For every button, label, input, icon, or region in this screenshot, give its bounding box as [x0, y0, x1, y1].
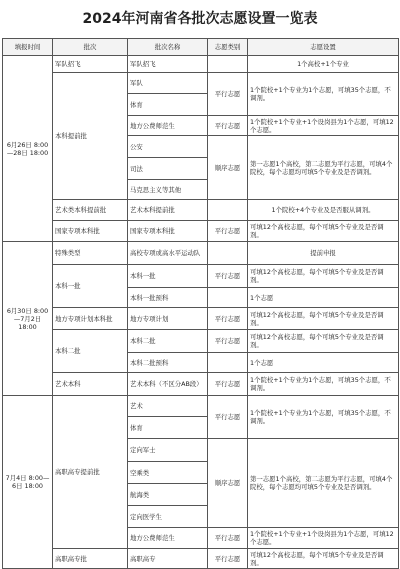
mode-cell: 平行志愿	[208, 116, 248, 136]
batch-name-cell: 空乘类	[128, 462, 208, 484]
settings-cell: 可填12个高校志愿，每个可填5个专业及是否调剂。	[248, 265, 399, 288]
mode-cell: 平行志愿	[208, 549, 248, 569]
settings-cell: 提前申报	[248, 242, 399, 265]
header-mode: 志愿类别	[208, 39, 248, 56]
batch-name-cell: 艺术	[128, 396, 208, 417]
mode-cell: 平行志愿	[208, 528, 248, 549]
mode-cell: 平行志愿	[208, 73, 248, 116]
mode-cell	[208, 242, 248, 265]
mode-cell	[208, 288, 248, 308]
settings-cell: 可填12个高校志愿，每个可填5个专业及是否调剂。	[248, 221, 399, 242]
mode-cell	[208, 353, 248, 373]
batch-cell: 高职高专提前批	[53, 396, 128, 549]
batch-name-cell: 本科一批预科	[128, 288, 208, 308]
group-time: 6月30日 8:00—7月2日 18:00	[3, 242, 53, 396]
batch-name-cell: 国家专项本科批	[128, 221, 208, 242]
settings-cell: 第一志愿1个高校，第二志愿为平行志愿，可填4个院校，每个志愿均可填5个专业及是否调剂。	[248, 439, 399, 528]
batch-name-cell: 航海类	[128, 484, 208, 506]
mode-cell: 顺序志愿	[208, 136, 248, 200]
table-row	[3, 330, 399, 353]
batch-cell: 艺术类本科提前批	[53, 200, 128, 221]
settings-cell: 1个高校+1个专业	[248, 56, 399, 73]
batch-name-cell: 体育	[128, 417, 208, 439]
table-row	[3, 308, 399, 330]
mode-cell	[208, 200, 248, 221]
settings-cell: 可填12个高校志愿，每个可填5个专业及是否调剂。	[248, 549, 399, 569]
settings-cell: 1个院校+1个专业+1个设岗县为1个志愿，可填12个志愿。	[248, 116, 399, 136]
batch-name-cell: 本科一批	[128, 265, 208, 288]
table-row	[3, 242, 399, 265]
settings-cell: 1个院校+4个专业及是否服从调剂。	[248, 200, 399, 221]
batch-cell: 本科提前批	[53, 73, 128, 200]
table-row	[3, 396, 399, 417]
batch-cell: 国家专项本科批	[53, 221, 128, 242]
settings-cell: 1个志愿	[248, 288, 399, 308]
mode-cell: 平行志愿	[208, 265, 248, 288]
mode-cell: 平行志愿	[208, 308, 248, 330]
batch-cell: 军队招飞	[53, 56, 128, 73]
table-row	[3, 373, 399, 396]
group-time: 7月4日 8:00—6日 18:00	[3, 396, 53, 569]
batch-name-cell: 地方公费师范生	[128, 528, 208, 549]
table-row	[3, 73, 399, 94]
batch-cell: 高职高专批	[53, 549, 128, 569]
batch-name-cell: 高职高专	[128, 549, 208, 569]
settings-cell: 1个志愿	[248, 353, 399, 373]
page-title: 2024年河南省各批次志愿设置一览表	[82, 11, 318, 27]
batch-name-cell: 本科二批预科	[128, 353, 208, 373]
table-row	[3, 200, 399, 221]
batch-name-cell: 定向军士	[128, 439, 208, 462]
batch-cell: 特殊类型	[53, 242, 128, 265]
header-time: 填报时间	[3, 39, 53, 56]
header-settings: 志愿设置	[248, 39, 399, 56]
batch-name-cell: 马克思主义等其他	[128, 180, 208, 200]
mode-cell: 顺序志愿	[208, 439, 248, 528]
mode-cell: 平行志愿	[208, 221, 248, 242]
batch-cell: 本科一批	[53, 265, 128, 308]
table-row	[3, 265, 399, 288]
batch-cell: 地方专项计划本科批	[53, 308, 128, 330]
header-batch: 批次	[53, 39, 128, 56]
batch-name-cell: 地方公费师范生	[128, 116, 208, 136]
batch-name-cell: 地方专项计划	[128, 308, 208, 330]
batch-name-cell: 高校专项或高水平运动队	[128, 242, 208, 265]
mode-cell	[208, 56, 248, 73]
batch-name-cell: 司法	[128, 158, 208, 180]
settings-cell: 1个院校+1个专业+1个设岗县为1个志愿，可填12个志愿。	[248, 528, 399, 549]
table-header-row	[3, 39, 399, 56]
settings-cell: 第一志愿1个高校，第二志愿为平行志愿，可填4个院校，每个志愿均可填5个专业及是否调剂。	[248, 136, 399, 200]
batch-name-cell: 公安	[128, 136, 208, 158]
table-row	[3, 221, 399, 242]
batch-name-cell: 艺术本科提前批	[128, 200, 208, 221]
settings-cell: 可填12个高校志愿，每个可填5个专业及是否调剂。	[248, 330, 399, 353]
settings-cell: 可填12个高校志愿，每个可填5个专业及是否调剂。	[248, 308, 399, 330]
mode-cell: 平行志愿	[208, 373, 248, 396]
batch-cell: 本科二批	[53, 330, 128, 373]
batch-name-cell: 艺术本科（不区分AB段）	[128, 373, 208, 396]
batch-name-cell: 军队招飞	[128, 56, 208, 73]
mode-cell: 平行志愿	[208, 396, 248, 439]
table-row	[3, 549, 399, 569]
mode-cell: 平行志愿	[208, 330, 248, 353]
batch-name-cell: 本科二批	[128, 330, 208, 353]
table-row	[3, 56, 399, 73]
header-batch-name: 批次名称	[128, 39, 208, 56]
settings-cell: 1个院校+1个专业为1个志愿，可填35个志愿，不调剂。	[248, 396, 399, 439]
batch-cell: 艺术本科	[53, 373, 128, 396]
batch-name-cell: 体育	[128, 94, 208, 116]
volunteer-settings-table	[2, 38, 399, 569]
batch-name-cell: 军队	[128, 73, 208, 94]
batch-name-cell: 定向医学生	[128, 506, 208, 528]
settings-cell: 1个院校+1个专业为1个志愿，可填35个志愿，不调剂。	[248, 373, 399, 396]
group-time: 6月26日 8:00—28日 18:00	[3, 56, 53, 242]
settings-cell: 1个院校+1个专业为1个志愿，可填35个志愿，不调剂。	[248, 73, 399, 116]
